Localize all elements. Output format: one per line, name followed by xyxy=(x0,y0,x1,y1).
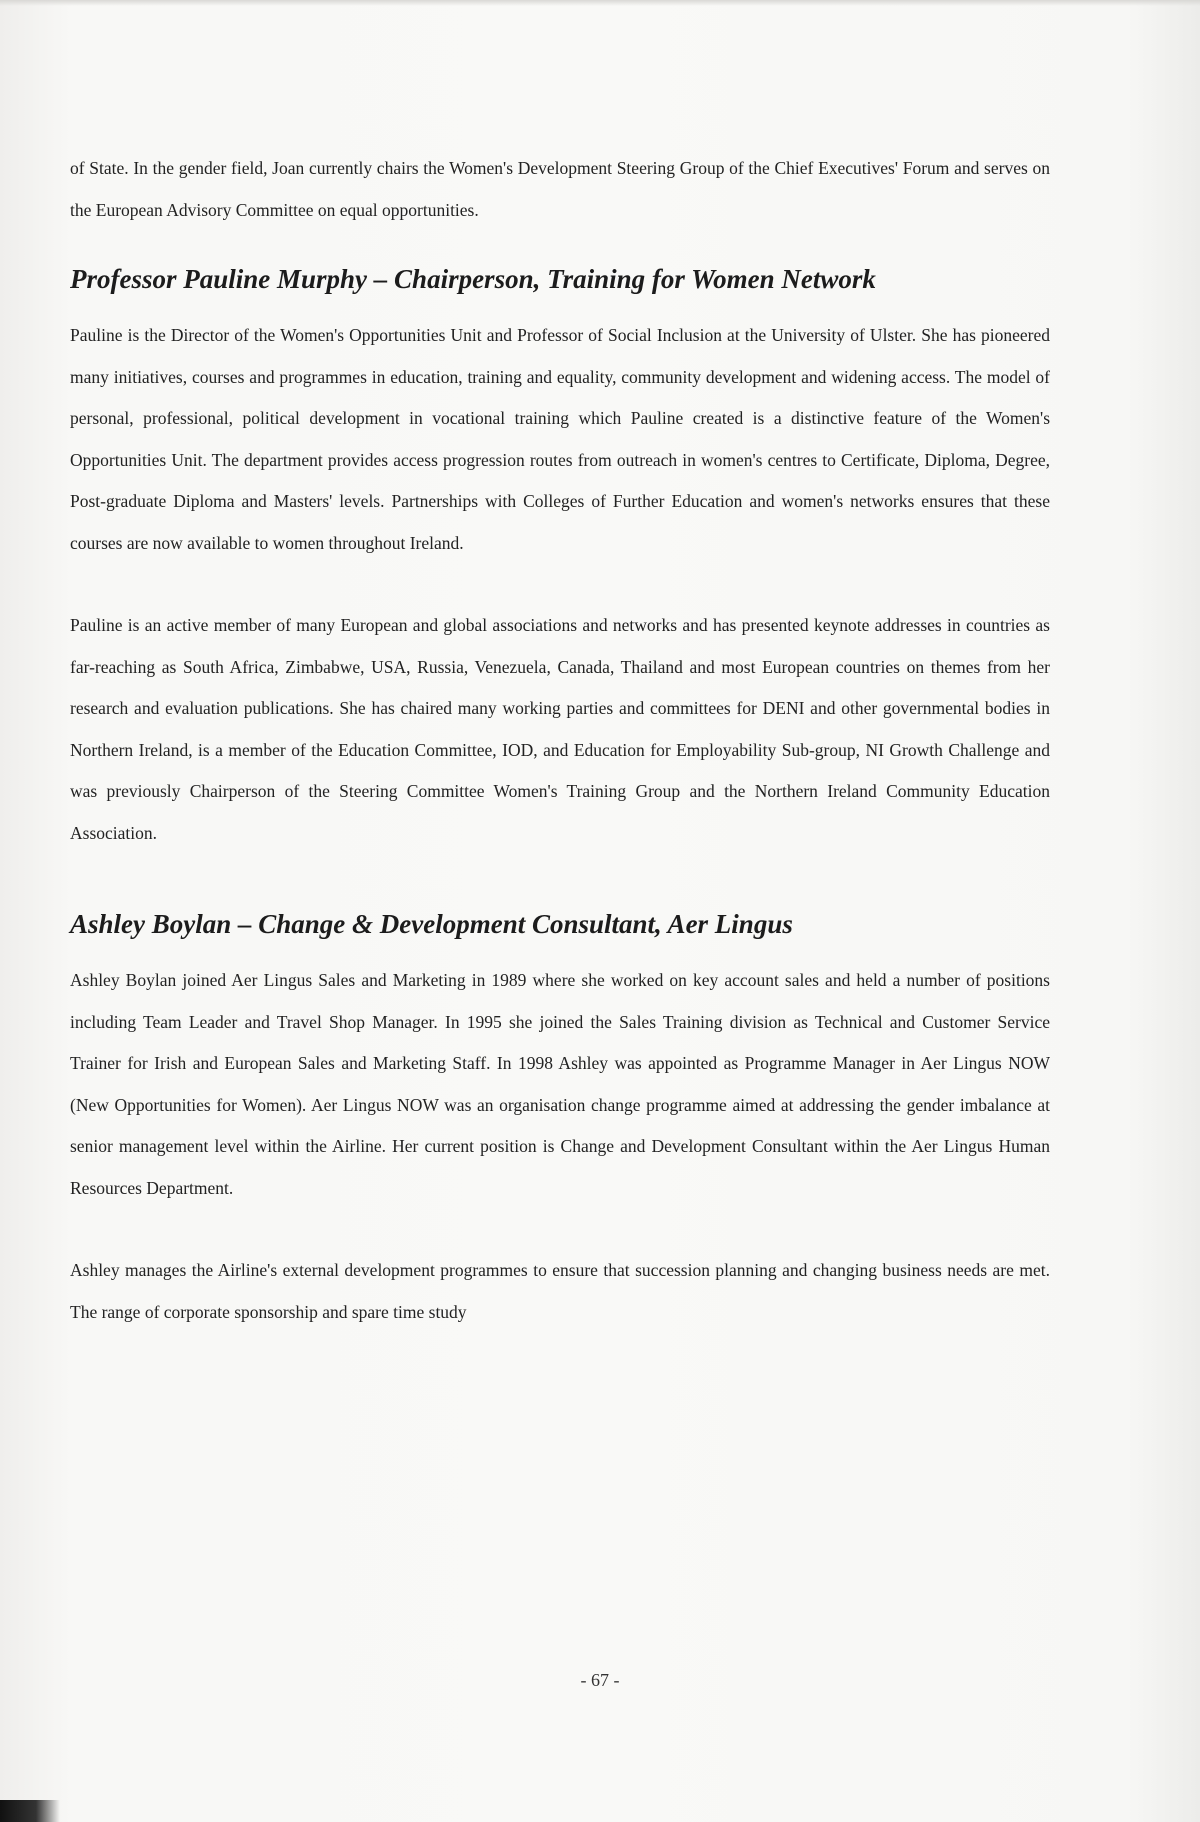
murphy-paragraph-1: Pauline is the Director of the Women's Opportunities Unit and Professor of Social Inclusion at the University of Ulster. She has pioneered many initiatives, courses and programmes in education, training and equality, community development and widening access. The model of personal, professional, political development in vocational training which Pauline created is a distinctive feature of the Women's Opportunities Unit. The department provides access progression routes from outreach in women's centres to Certificate, Diploma, Degree, Post-graduate Diploma and Masters' levels. Partnerships with Colleges of Further Education and women's networks ensures that these courses are now available to women throughout Ireland. xyxy=(70,325,1050,553)
scan-shadow xyxy=(0,0,1200,6)
section-heading-murphy: Professor Pauline Murphy – Chairperson, Training for Women Network xyxy=(70,264,876,294)
boylan-paragraph-2: Ashley manages the Airline's external development programmes to ensure that succession planning and changing business needs are met. The range of corporate sponsorship and spare time study xyxy=(70,1260,1050,1322)
intro-paragraph: of State. In the gender field, Joan currently chairs the Women's Development Steering Group of the Chief Executives' Forum and serves on the European Advisory Committee on equal opportunities. xyxy=(70,158,1050,220)
section-heading-boylan: Ashley Boylan – Change & Development Consultant, Aer Lingus xyxy=(70,909,793,939)
page-content xyxy=(70,148,1050,1333)
page-number: - 67 - xyxy=(580,1670,620,1690)
murphy-paragraph-2: Pauline is an active member of many European and global associations and networks and has presented keynote addresses in countries as far-reaching as South Africa, Zimbabwe, USA, Russia, Venezuela, Canada, Thailand and most European countries on themes from her research and evaluation publications. She has chaired many working parties and committees for DENI and other governmental bodies in Northern Ireland, is a member of the Education Committee, IOD, and Education for Employability Sub-group, NI Growth Challenge and was previously Chairperson of the Steering Committee Women's Training Group and the Northern Ireland Community Education Association. xyxy=(70,615,1050,843)
boylan-paragraph-1: Ashley Boylan joined Aer Lingus Sales and Marketing in 1989 where she worked on key account sales and held a number of positions including Team Leader and Travel Shop Manager. In 1995 she joined the Sales Training division as Technical and Customer Service Trainer for Irish and European Sales and Marketing Staff. In 1998 Ashley was appointed as Programme Manager in Aer Lingus NOW (New Opportunities for Women). Aer Lingus NOW was an organisation change programme aimed at addressing the gender imbalance at senior management level within the Airline. Her current position is Change and Development Consultant within the Aer Lingus Human Resources Department. xyxy=(70,970,1050,1198)
scan-corner-artifact xyxy=(0,1800,60,1822)
